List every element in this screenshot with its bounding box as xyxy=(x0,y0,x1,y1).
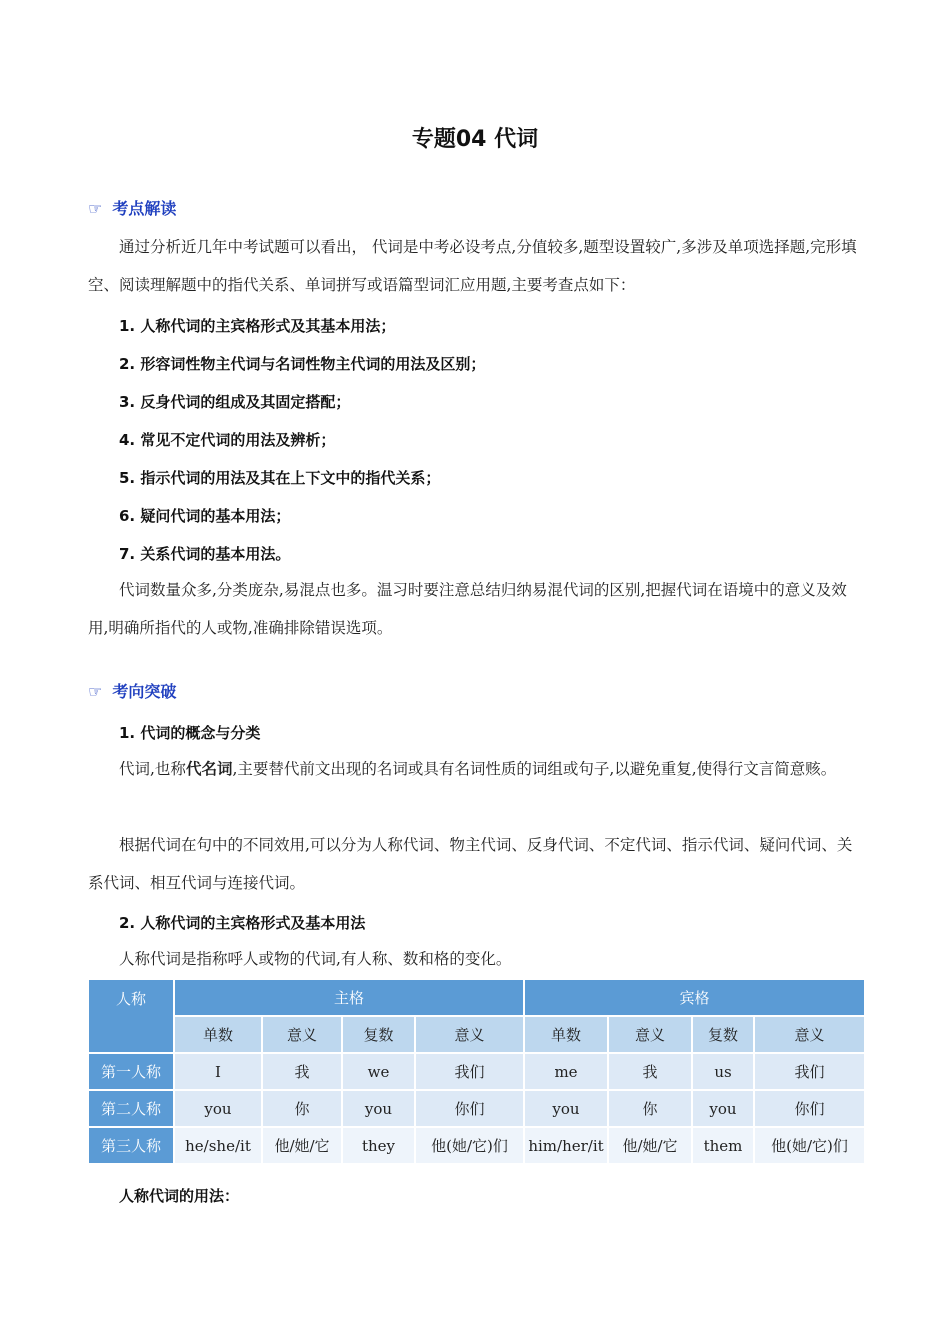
table-cell: you xyxy=(342,1090,415,1127)
subsection-title: 2. 人称代词的主宾格形式及基本用法 xyxy=(119,914,366,932)
table-corner-header: 人称 xyxy=(88,979,174,1053)
table-group-header: 主格 xyxy=(174,979,524,1016)
table-cell: him/her/it xyxy=(524,1127,608,1164)
definition-prefix: 代词,也称 xyxy=(119,760,186,778)
personal-pronoun-table xyxy=(87,978,866,1165)
table-cell: 你 xyxy=(608,1090,692,1127)
table-cell: you xyxy=(174,1090,262,1127)
section-heading-label: 考向突破 xyxy=(112,682,177,701)
table-cell: I xyxy=(174,1053,262,1090)
table-cell: he/she/it xyxy=(174,1127,262,1164)
table-cell: 你们 xyxy=(754,1090,865,1127)
exam-point-item: 3. 反身代词的组成及其固定搭配； xyxy=(119,393,351,411)
section-heading-breakthrough xyxy=(88,679,176,702)
summary-paragraph: 代词数量众多,分类庞杂,易混点也多。温习时要注意总结归纳易混代词的区别,把握代词在语境中的意义及效用,明确所指代的人或物,准确排除错误选项。 xyxy=(88,581,847,637)
table-cell: us xyxy=(692,1053,754,1090)
table-subheader: 意义 xyxy=(415,1016,524,1053)
table-subheader: 意义 xyxy=(754,1016,865,1053)
table-cell: 我 xyxy=(608,1053,692,1090)
table-cell: 你 xyxy=(262,1090,342,1127)
usage-heading: 人称代词的用法： xyxy=(119,1187,240,1205)
table-cell: they xyxy=(342,1127,415,1164)
table-cell: 我们 xyxy=(754,1053,865,1090)
table-row xyxy=(88,1090,865,1127)
table-subheader: 复数 xyxy=(342,1016,415,1053)
definition-term: 代名词 xyxy=(185,760,233,778)
table-row xyxy=(88,1127,865,1164)
table-row xyxy=(88,1053,865,1090)
intro-paragraph: 通过分析近几年中考试题可以看出， 代词是中考必设考点,分值较多,题型设置较广,多涉及单项选择题,完形填空、阅读理解题中的指代关系、单词拼写或语篇型词汇应用题,主要考查点如下： xyxy=(88,238,857,294)
exam-point-item: 7. 关系代词的基本用法。 xyxy=(119,545,291,563)
table-subheader: 意义 xyxy=(262,1016,342,1053)
definition-paragraph xyxy=(88,750,864,788)
table-cell: 你们 xyxy=(415,1090,524,1127)
table-cell: 他(她/它)们 xyxy=(754,1127,865,1164)
exam-point-item: 4. 常见不定代词的用法及辨析； xyxy=(119,431,336,449)
pointing-hand-icon: ☞ xyxy=(88,199,103,218)
table-cell: you xyxy=(524,1090,608,1127)
table-cell: you xyxy=(692,1090,754,1127)
definition-suffix: ,主要替代前文出现的名词或具有名词性质的词组或句子,以避免重复,使得行文言简意赅。 xyxy=(232,760,837,778)
table-cell: 他(她/它)们 xyxy=(415,1127,524,1164)
table-row-header: 第一人称 xyxy=(88,1053,174,1090)
table-subheader: 意义 xyxy=(608,1016,692,1053)
table-intro-paragraph: 人称代词是指称呼人或物的代词,有人称、数和格的变化。 xyxy=(119,950,512,968)
table-row-header: 第二人称 xyxy=(88,1090,174,1127)
exam-point-item: 5. 指示代词的用法及其在上下文中的指代关系； xyxy=(119,469,441,487)
table-cell: we xyxy=(342,1053,415,1090)
table-subheader: 复数 xyxy=(692,1016,754,1053)
table-subheader: 单数 xyxy=(524,1016,608,1053)
exam-point-item: 6. 疑问代词的基本用法； xyxy=(119,507,291,525)
table-row-header: 第三人称 xyxy=(88,1127,174,1164)
table-cell: 他/她/它 xyxy=(262,1127,342,1164)
exam-point-item: 1. 人称代词的主宾格形式及其基本用法； xyxy=(119,317,396,335)
pointing-hand-icon: ☞ xyxy=(88,682,103,701)
section-heading-label: 考点解读 xyxy=(112,199,177,218)
table-cell: 我们 xyxy=(415,1053,524,1090)
table-subheader: 单数 xyxy=(174,1016,262,1053)
exam-point-item: 2. 形容词性物主代词与名词性物主代词的用法及区别； xyxy=(119,355,486,373)
table-cell: 我 xyxy=(262,1053,342,1090)
table-group-header: 宾格 xyxy=(524,979,865,1016)
table-cell: me xyxy=(524,1053,608,1090)
table-cell: them xyxy=(692,1127,754,1164)
page-title: 专题04 代词 xyxy=(411,127,539,152)
section-heading-exam-points xyxy=(88,196,176,219)
table-cell: 他/她/它 xyxy=(608,1127,692,1164)
subsection-title: 1. 代词的概念与分类 xyxy=(119,724,261,742)
classification-paragraph: 根据代词在句中的不同效用,可以分为人称代词、物主代词、反身代词、不定代词、指示代词、疑问代词、关系代词、相互代词与连接代词。 xyxy=(88,836,853,892)
